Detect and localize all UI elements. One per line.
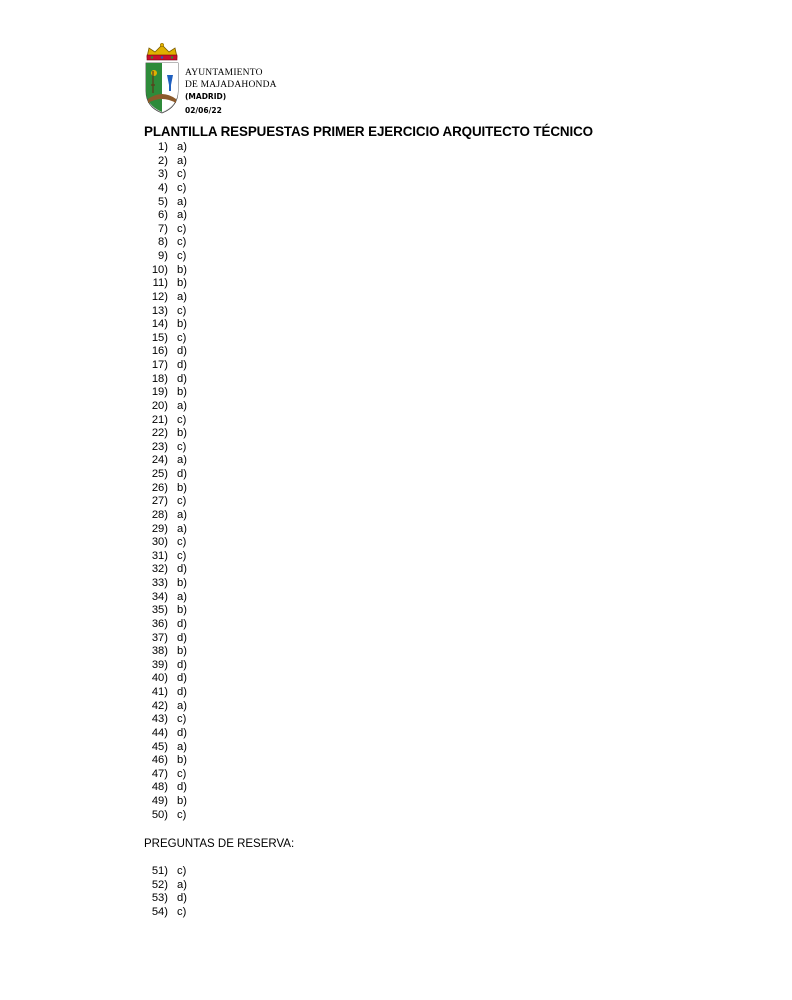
answer-row xyxy=(144,795,187,809)
answer-row xyxy=(144,536,187,550)
answer-row xyxy=(144,549,187,564)
answer-letter: b) xyxy=(177,318,187,331)
question-number: 14) xyxy=(151,318,168,331)
answer-letter: c) xyxy=(177,905,187,918)
answer-letter: c) xyxy=(177,250,187,262)
answer-letter: b) xyxy=(177,263,187,276)
answer-letter: a) xyxy=(177,522,187,535)
answer-row xyxy=(144,726,187,741)
question-number: 54) xyxy=(151,905,168,918)
answer-letter: a) xyxy=(177,740,187,753)
question-number: 30) xyxy=(151,536,168,549)
answer-row xyxy=(144,154,187,169)
answer-letter: c) xyxy=(177,236,187,249)
answer-row xyxy=(144,141,187,155)
answer-letter: b) xyxy=(177,795,187,807)
question-number: 13) xyxy=(151,304,168,317)
question-number: 5) xyxy=(158,195,168,208)
reserve-answer-list xyxy=(144,865,187,920)
question-number: 25) xyxy=(151,468,168,480)
answer-row xyxy=(144,808,187,823)
question-number: 52) xyxy=(151,878,168,891)
question-number: 15) xyxy=(151,331,168,344)
question-number: 37) xyxy=(151,631,168,644)
answer-letter: a) xyxy=(177,141,187,153)
answer-row xyxy=(144,617,187,632)
answer-row xyxy=(144,495,187,509)
question-number: 27) xyxy=(151,495,168,508)
answer-letter: d) xyxy=(177,892,187,905)
answer-row xyxy=(144,427,187,441)
answer-row xyxy=(144,440,187,455)
coat-of-arms-icon xyxy=(143,41,181,115)
question-number: 35) xyxy=(151,604,168,617)
answer-row xyxy=(144,318,187,332)
org-region: (MADRID) xyxy=(185,92,227,101)
question-number: 50) xyxy=(151,808,168,821)
answer-row xyxy=(144,740,187,755)
answer-row xyxy=(144,263,187,278)
answer-row xyxy=(144,304,187,319)
answer-letter: c) xyxy=(177,413,187,426)
answer-row xyxy=(144,658,187,673)
answer-row xyxy=(144,699,187,714)
answer-letter: a) xyxy=(177,209,187,222)
answer-letter: b) xyxy=(177,577,187,589)
answer-letter: b) xyxy=(177,604,187,617)
question-number: 34) xyxy=(151,590,168,603)
answer-row xyxy=(144,209,187,223)
question-number: 33) xyxy=(151,577,168,589)
answer-letter: a) xyxy=(177,590,187,603)
answer-letter: d) xyxy=(177,658,187,671)
question-number: 3) xyxy=(158,168,168,181)
answer-row xyxy=(144,359,187,373)
answer-row xyxy=(144,290,187,305)
question-number: 1) xyxy=(158,141,168,153)
question-number: 40) xyxy=(151,672,168,685)
answer-row xyxy=(144,181,187,196)
answer-letter: d) xyxy=(177,631,187,644)
question-number: 16) xyxy=(151,345,168,358)
question-number: 10) xyxy=(151,263,168,276)
answer-letter: a) xyxy=(177,699,187,712)
answer-letter: b) xyxy=(177,754,187,767)
answer-letter: d) xyxy=(177,359,187,371)
question-number: 36) xyxy=(151,617,168,630)
question-number: 24) xyxy=(151,454,168,467)
answer-row xyxy=(144,672,187,686)
answer-row xyxy=(144,250,187,264)
answer-row xyxy=(144,522,187,537)
question-number: 9) xyxy=(158,250,168,262)
answer-row xyxy=(144,577,187,591)
answer-row xyxy=(144,604,187,618)
question-number: 19) xyxy=(151,386,168,399)
question-number: 45) xyxy=(151,740,168,753)
answer-row xyxy=(144,892,187,906)
question-number: 29) xyxy=(151,522,168,535)
answer-letter: d) xyxy=(177,686,187,698)
answer-letter: d) xyxy=(177,468,187,480)
answer-letter: d) xyxy=(177,672,187,685)
answer-letter: d) xyxy=(177,372,187,385)
answer-letter: a) xyxy=(177,399,187,412)
org-name-line2: DE MAJADAHONDA xyxy=(185,80,277,90)
answer-row xyxy=(144,905,187,920)
answer-row xyxy=(144,508,187,523)
answer-row xyxy=(144,454,187,468)
answer-letter: c) xyxy=(177,495,187,508)
answer-letter: a) xyxy=(177,290,187,303)
question-number: 12) xyxy=(151,290,168,303)
answer-letter: b) xyxy=(177,427,187,440)
answer-row xyxy=(144,413,187,428)
answer-letter: c) xyxy=(177,331,187,344)
answer-letter: d) xyxy=(177,345,187,358)
answer-letter: c) xyxy=(177,168,187,181)
answer-row xyxy=(144,865,187,879)
answer-letter: c) xyxy=(177,713,187,726)
question-number: 31) xyxy=(151,549,168,562)
answer-letter: c) xyxy=(177,808,187,821)
question-number: 42) xyxy=(151,699,168,712)
question-number: 7) xyxy=(158,222,168,235)
question-number: 23) xyxy=(151,440,168,453)
answer-list xyxy=(144,141,187,822)
question-number: 44) xyxy=(151,726,168,739)
question-number: 47) xyxy=(151,767,168,780)
answer-row xyxy=(144,399,187,414)
question-number: 49) xyxy=(151,795,168,807)
answer-letter: b) xyxy=(177,645,187,658)
question-number: 4) xyxy=(158,181,168,194)
question-number: 32) xyxy=(151,563,168,576)
answer-letter: b) xyxy=(177,386,187,399)
question-number: 26) xyxy=(151,481,168,494)
answer-row xyxy=(144,767,187,782)
answer-row xyxy=(144,195,187,210)
answer-letter: a) xyxy=(177,195,187,208)
answer-row xyxy=(144,781,187,795)
answer-row xyxy=(144,631,187,646)
question-number: 6) xyxy=(158,209,168,222)
question-number: 21) xyxy=(151,413,168,426)
question-number: 39) xyxy=(151,658,168,671)
question-number: 46) xyxy=(151,754,168,767)
answer-row xyxy=(144,222,187,237)
org-name-line1: AYUNTAMIENTO xyxy=(185,68,263,78)
answer-letter: c) xyxy=(177,440,187,453)
answer-letter: a) xyxy=(177,154,187,167)
answer-letter: d) xyxy=(177,781,187,794)
answer-letter: b) xyxy=(177,481,187,494)
answer-letter: c) xyxy=(177,536,187,549)
question-number: 18) xyxy=(151,372,168,385)
answer-row xyxy=(144,481,187,496)
question-number: 8) xyxy=(158,236,168,249)
answer-letter: c) xyxy=(177,181,187,194)
answer-row xyxy=(144,168,187,182)
question-number: 28) xyxy=(151,508,168,521)
answer-row xyxy=(144,590,187,605)
answer-row xyxy=(144,645,187,659)
answer-row xyxy=(144,754,187,768)
question-number: 38) xyxy=(151,645,168,658)
answer-row xyxy=(144,386,187,400)
answer-letter: c) xyxy=(177,222,187,235)
document-date: 02/06/22 xyxy=(185,106,222,115)
answer-letter: d) xyxy=(177,726,187,739)
question-number: 20) xyxy=(151,399,168,412)
answer-row xyxy=(144,878,187,893)
answer-letter: a) xyxy=(177,508,187,521)
question-number: 22) xyxy=(151,427,168,440)
answer-letter: c) xyxy=(177,304,187,317)
answer-row xyxy=(144,686,187,700)
question-number: 2) xyxy=(158,154,168,167)
question-number: 53) xyxy=(151,892,168,905)
question-number: 43) xyxy=(151,713,168,726)
answer-row xyxy=(144,277,187,291)
answer-row xyxy=(144,331,187,346)
answer-letter: b) xyxy=(177,277,187,290)
reserve-heading: PREGUNTAS DE RESERVA: xyxy=(144,838,295,850)
question-number: 48) xyxy=(151,781,168,794)
question-number: 51) xyxy=(151,865,168,877)
answer-row xyxy=(144,372,187,387)
answer-row xyxy=(144,236,187,250)
page-title: PLANTILLA RESPUESTAS PRIMER EJERCICIO ARQUITECTO TÉCNICO xyxy=(144,124,593,139)
answer-row xyxy=(144,468,187,482)
answer-letter: a) xyxy=(177,454,187,467)
answer-letter: c) xyxy=(177,865,187,877)
question-number: 17) xyxy=(151,359,168,371)
question-number: 11) xyxy=(152,277,168,290)
answer-letter: d) xyxy=(177,563,187,576)
answer-letter: d) xyxy=(177,617,187,630)
answer-row xyxy=(144,563,187,577)
organization-block xyxy=(185,67,277,117)
answer-row xyxy=(144,345,187,359)
answer-letter: c) xyxy=(177,549,187,562)
answer-row xyxy=(144,713,187,727)
question-number: 41) xyxy=(151,686,168,698)
answer-letter: c) xyxy=(177,767,187,780)
answer-letter: a) xyxy=(177,878,187,891)
